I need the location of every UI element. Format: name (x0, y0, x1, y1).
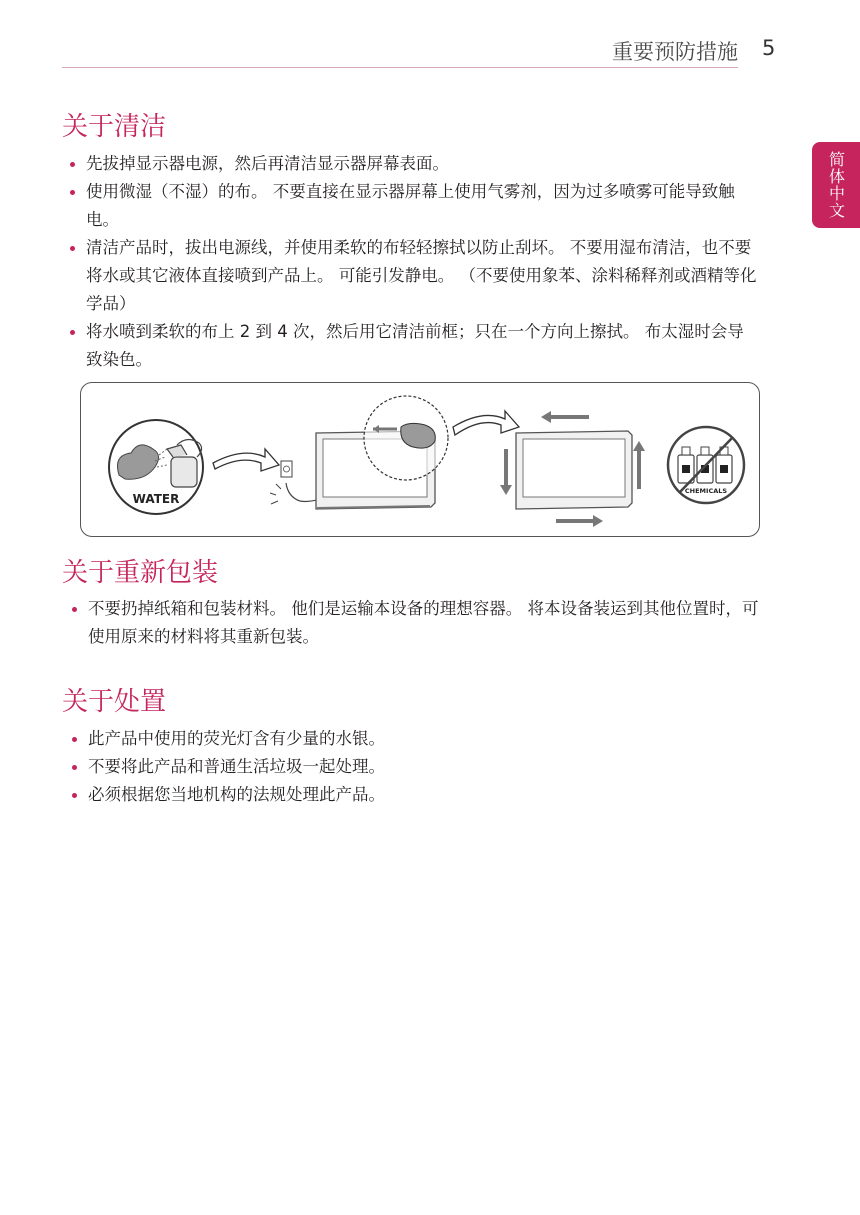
list-item: 不要将此产品和普通生活垃圾一起处理。 (72, 753, 762, 781)
list-item: 先拔掉显示器电源，然后再清洁显示器屏幕表面。 (70, 150, 760, 178)
water-label: WATER (132, 492, 180, 506)
section-title-cleaning: 关于清洁 (62, 112, 167, 142)
wipe-detail-icon (364, 396, 448, 480)
no-chemicals-icon (668, 427, 744, 503)
monitor-wipe-direction-icon (500, 411, 645, 527)
cleaning-list (70, 150, 760, 374)
arrow-icon (453, 411, 519, 435)
cleaning-illustration (80, 382, 760, 537)
arrow-icon (213, 449, 279, 471)
page-header (62, 36, 738, 68)
list-item: 必须根据您当地机构的法规处理此产品。 (72, 781, 762, 809)
packing-list (72, 595, 762, 651)
header-title: 重要预防措施 (612, 40, 738, 64)
cleaning-illustration-graphic (81, 383, 761, 538)
list-item: 不要扔掉纸箱和包装材料。 他们是运输本设备的理想容器。 将本设备装运到其他位置时，可使用原来的材料将其重新包装。 (72, 595, 762, 651)
page-number: 5 (762, 36, 776, 60)
list-item: 清洁产品时，拔出电源线，并使用柔软的布轻轻擦拭以防止刮坏。 不要用湿布清洁，也不要将水或其它液体直接喷到产品上。 可能引发静电。 （不要使用象苯、涂料稀释剂或酒精等化学品） (70, 234, 760, 318)
disposal-list (72, 725, 762, 809)
section-title-disposal: 关于处置 (62, 687, 167, 717)
chemicals-label: CHEMICALS (684, 487, 728, 495)
list-item: 将水喷到柔软的布上 2 到 4 次，然后用它清洁前框；只在一个方向上擦拭。 布太湿时会导致染色。 (70, 318, 760, 374)
list-item: 此产品中使用的荧光灯含有少量的水银。 (72, 725, 762, 753)
water-spray-icon (109, 420, 203, 514)
list-item: 使用微湿（不湿）的布。 不要直接在显示器屏幕上使用气雾剂，因为过多喷雾可能导致触电。 (70, 178, 760, 234)
language-tab: 简体中文 (812, 142, 860, 228)
section-title-packing: 关于重新包装 (62, 558, 219, 588)
